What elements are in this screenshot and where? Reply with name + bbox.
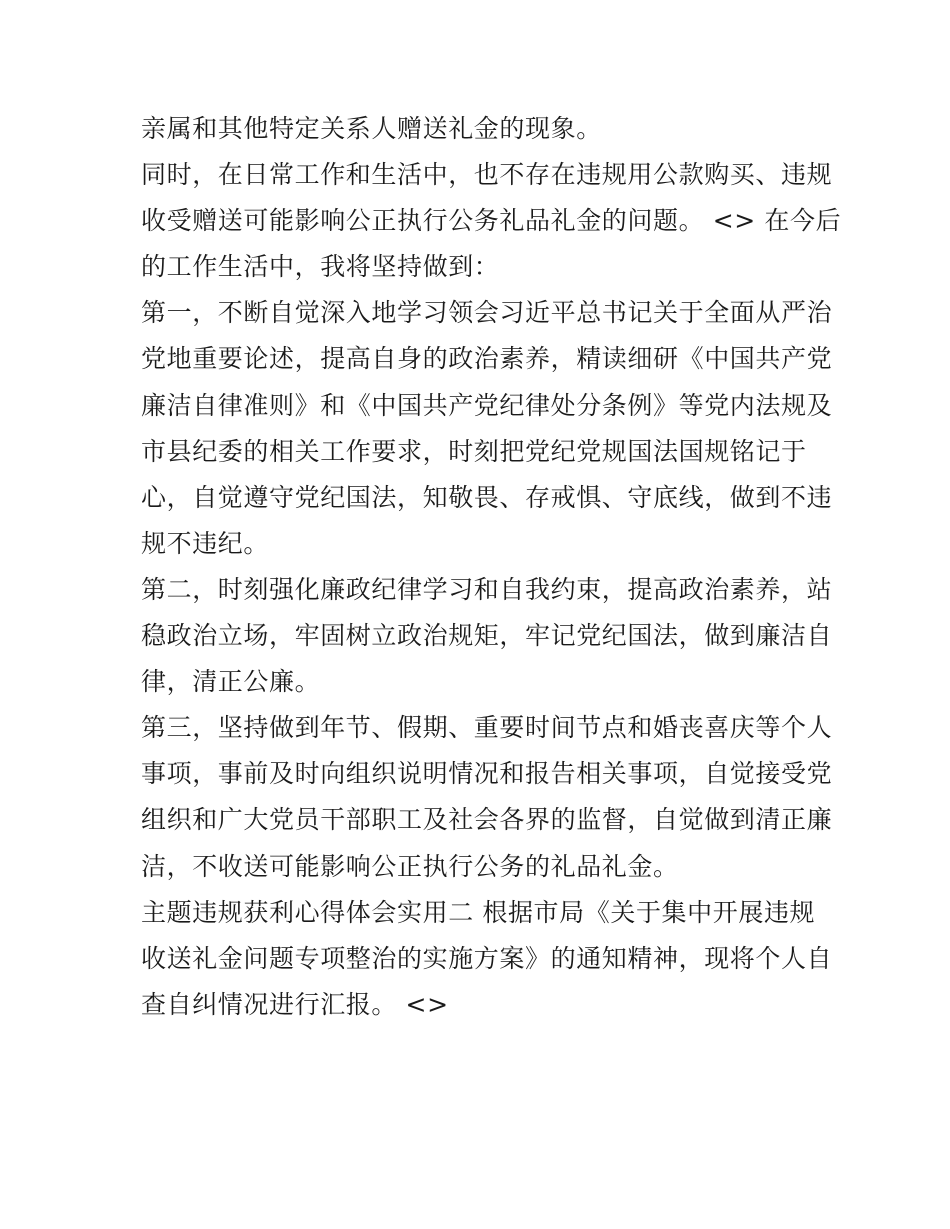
text-line: 收受赠送可能影响公正执行公务礼品礼金的问题。 <> 在今后 (141, 206, 842, 236)
text-line: 查自纠情况进行汇报。 <> (141, 989, 449, 1019)
text-line: 组织和广大党员干部职工及社会各界的监督，自觉做到清正廉 (141, 805, 833, 835)
text-line: 廉洁自律准则》和《中国共产党纪律处分条例》等党内法规及 (141, 390, 833, 420)
text-line: 事项，事前及时向组织说明情况和报告相关事项，自觉接受党 (141, 759, 833, 789)
text-line: 心，自觉遵守党纪国法，知敬畏、存戒惧、守底线，做到不违 (141, 482, 833, 512)
text-line: 亲属和其他特定关系人赠送礼金的现象。 (141, 114, 602, 143)
text-line: 洁，不收送可能影响公正执行公务的礼品礼金。 (141, 851, 679, 881)
text-line: 稳政治立场，牢固树立政治规矩，牢记党纪国法，做到廉洁自 (141, 621, 833, 651)
text-line: 规不违纪。 (141, 528, 270, 558)
document-body (141, 106, 842, 1028)
text-line: 律，清正公廉。 (141, 667, 321, 697)
text-line: 收送礼金问题专项整治的实施方案》的通知精神，现将个人自 (141, 943, 833, 973)
text-line: 第二，时刻强化廉政纪律学习和自我约束，提高政治素养，站 (141, 574, 833, 604)
text-line: 第一，不断自觉深入地学习领会习近平总书记关于全面从严治 (141, 298, 833, 328)
text-line: 同时，在日常工作和生活中，也不存在违规用公款购买、违规 (141, 160, 833, 190)
text-line: 的工作生活中，我将坚持做到： (141, 252, 500, 282)
text-line: 主题违规获利心得体会实用二 根据市局《关于集中开展违规 (141, 897, 816, 927)
text-line: 市县纪委的相关工作要求，时刻把党纪党规国法国规铭记于 (141, 436, 807, 466)
text-line: 第三，坚持做到年节、假期、重要时间节点和婚丧喜庆等个人 (141, 713, 833, 743)
text-line: 党地重要论述，提高自身的政治素养，精读细研《中国共产党 (141, 344, 833, 374)
